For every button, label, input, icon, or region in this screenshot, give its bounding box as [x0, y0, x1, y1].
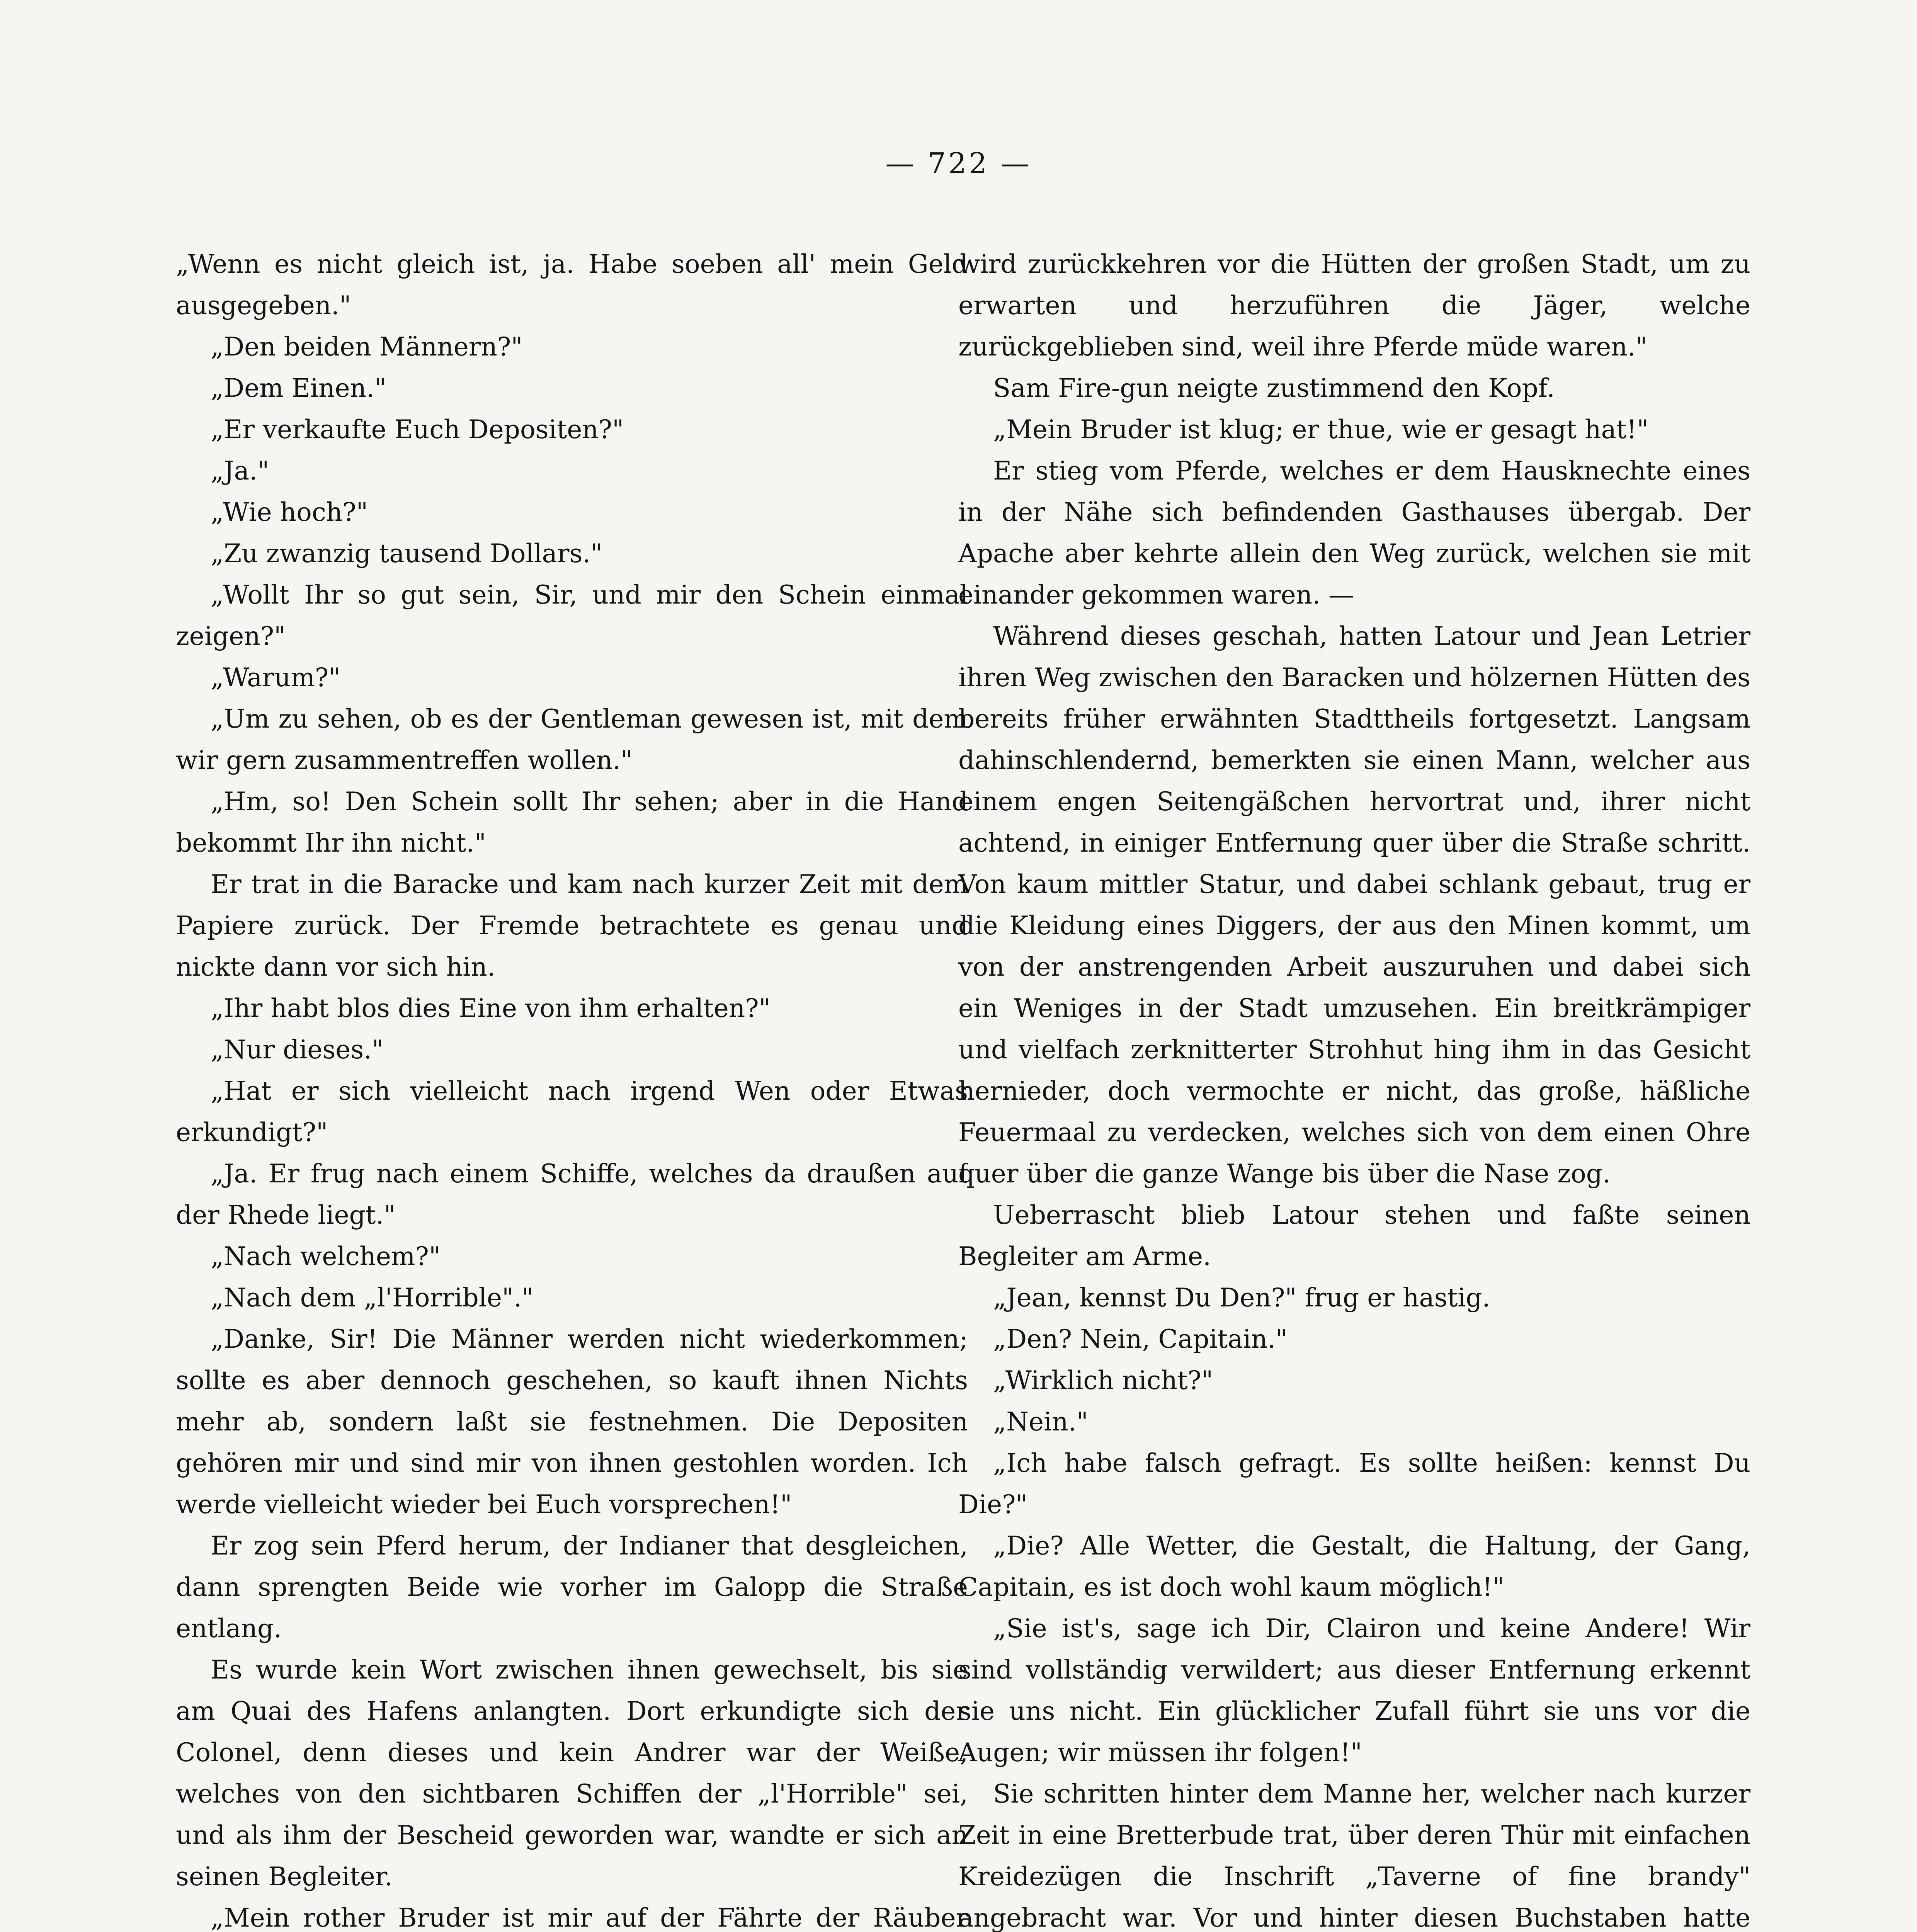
paragraph: „Ich habe falsch gefragt. Es sollte heißen: kennst Du Die?" — [958, 1448, 1750, 1519]
paragraph: „Die? Alle Wetter, die Gestalt, die Haltung, der Gang, Capitain, es ist doch wohl kaum möglich!" — [958, 1531, 1750, 1602]
paragraph: Er zog sein Pferd herum, der Indianer that desgleichen, dann sprengten Beide wie vorher im Galopp die Straße entlang. — [176, 1531, 968, 1643]
paragraph: „Ihr habt blos dies Eine von ihm erhalten?" — [211, 993, 771, 1023]
paragraph: „Dem Einen." — [211, 373, 386, 403]
paragraph: Er stieg vom Pferde, welches er dem Hausknechte eines in der Nähe sich befindenden Gasthauses übergab. Der Apache aber kehrte allein den Weg zurück, welchen sie mit einander gekommen waren. — — [958, 456, 1750, 610]
paragraph: Es wurde kein Wort zwischen ihnen gewechselt, bis sie am Quai des Hafens anlangten. Dort erkundigte sich der Colonel, denn dieses und kein Andrer war der Weiße, welches von den sichtbaren Schiffen der „l'Horrible" sei, und als ihm der Bescheid geworden war, wandte er sich an seinen Begleiter. — [176, 1655, 968, 1891]
paragraph: „Zu zwanzig tausend Dollars." — [211, 539, 602, 568]
paragraph: „Er verkaufte Euch Depositen?" — [211, 415, 624, 444]
paragraph: „Mein Bruder ist klug; er thue, wie er gesagt hat!" — [993, 415, 1649, 444]
paragraph: „Hm, so! Den Schein sollt Ihr sehen; aber in die Hand bekommt Ihr ihn nicht." — [176, 787, 968, 858]
page-header: — 722 — — [885, 147, 1032, 180]
paragraph: „Mein rother Bruder ist mir auf der Fährte der Räuber — [211, 1903, 968, 1932]
paragraph: „Den beiden Männern?" — [211, 332, 523, 362]
paragraph: „Ja. Er frug nach einem Schiffe, welches da draußen auf der Rhede liegt." — [176, 1159, 968, 1230]
paragraph: Er trat in die Baracke und kam nach kurzer Zeit mit dem Papiere zurück. Der Fremde betrachtete es genau und nickte dann vor sich hin. — [176, 869, 968, 982]
paragraph: „Nach dem „l'Horrible"." — [211, 1283, 534, 1313]
paragraph: „Sie ist's, sage ich Dir, Clairon und keine Andere! Wir sind vollständig verwildert; aus dieser Entfernung erkennt sie uns nicht. Ein glücklicher Zufall führt sie uns vor die Augen; wir müssen ihr folgen!" — [958, 1614, 1750, 1767]
paragraph: „Wirklich nicht?" — [993, 1366, 1213, 1395]
paragraph: Ueberrascht blieb Latour stehen und faßte seinen Begleiter am Arme. — [958, 1200, 1750, 1271]
paragraph: „Nur dieses." — [211, 1035, 384, 1065]
paragraph: „Wie hoch?" — [211, 497, 368, 527]
left-column — [176, 243, 968, 1932]
paragraph: „Ja." — [211, 456, 269, 486]
paragraph: „Wollt Ihr so gut sein, Sir, und mir den Schein einmal zeigen?" — [176, 580, 968, 651]
paragraph: „Hat er sich vielleicht nach irgend Wen oder Etwas erkundigt?" — [176, 1076, 968, 1147]
paragraph: „Um zu sehen, ob es der Gentleman gewesen ist, mit dem wir gern zusammentreffen wollen." — [176, 704, 968, 775]
paragraph: Sam Fire-gun neigte zustimmend den Kopf. — [993, 373, 1555, 403]
paragraph: „Danke, Sir! Die Männer werden nicht wiederkommen; sollte es aber dennoch geschehen, so kauft ihnen Nichts mehr ab, sondern laßt sie festnehmen. Die Depositen gehören mir und sind mir von ihnen gestohlen worden. Ich werde vielleicht wieder bei Euch vorsprechen!" — [176, 1324, 968, 1519]
paragraph: „Den? Nein, Capitain." — [993, 1324, 1288, 1354]
paragraph: „Jean, kennst Du Den?" frug er hastig. — [993, 1283, 1490, 1313]
paragraph: Sie schritten hinter dem Manne her, welcher nach kurzer Zeit in eine Bretterbude trat, über deren Thür mit einfachen Kreidezügen die Inschrift „Taverne of fine brandy" angebracht war. Vor und hinter diesen Buchstaben hatte — [958, 1779, 1750, 1932]
paragraph: „Wenn es nicht gleich ist, ja. Habe soeben all' mein Geld ausgegeben." — [176, 249, 968, 320]
paragraph: Während dieses geschah, hatten Latour und Jean Letrier ihren Weg zwischen den Baracken und hölzernen Hütten des bereits früher erwähnten Stadttheils fortgesetzt. Langsam dahinschlendernd, bemerkten sie einen Mann, welcher aus einem engen Seitengäßchen hervortrat und, ihrer nicht achtend, in einiger Entfernung quer über die Straße schritt. Von kaum mittler Statur, und dabei schlank gebaut, trug er die Kleidung eines Diggers, der aus den Minen kommt, um von der anstrengenden Arbeit auszuruhen und dabei sich ein Weniges in der Stadt umzusehen. Ein breitkrämpiger und vielfach zerknitterter Strohhut hing ihm in das Gesicht hernieder, doch vermochte er nicht, das große, häßliche Feuermaal zu verdecken, welches sich von dem einen Ohre quer über die ganze Wange bis über die Nase zog. — [958, 621, 1750, 1189]
paragraph: „Nach welchem?" — [211, 1242, 441, 1271]
paragraph: „Nein." — [993, 1407, 1088, 1437]
paragraph: wird zurückkehren vor die Hütten der großen Stadt, um zu erwarten und herzuführen die Jäger, welche zurückgeblieben sind, weil ihre Pferde müde waren." — [958, 249, 1750, 362]
right-column — [958, 243, 1750, 1932]
paragraph: „Warum?" — [211, 663, 340, 692]
